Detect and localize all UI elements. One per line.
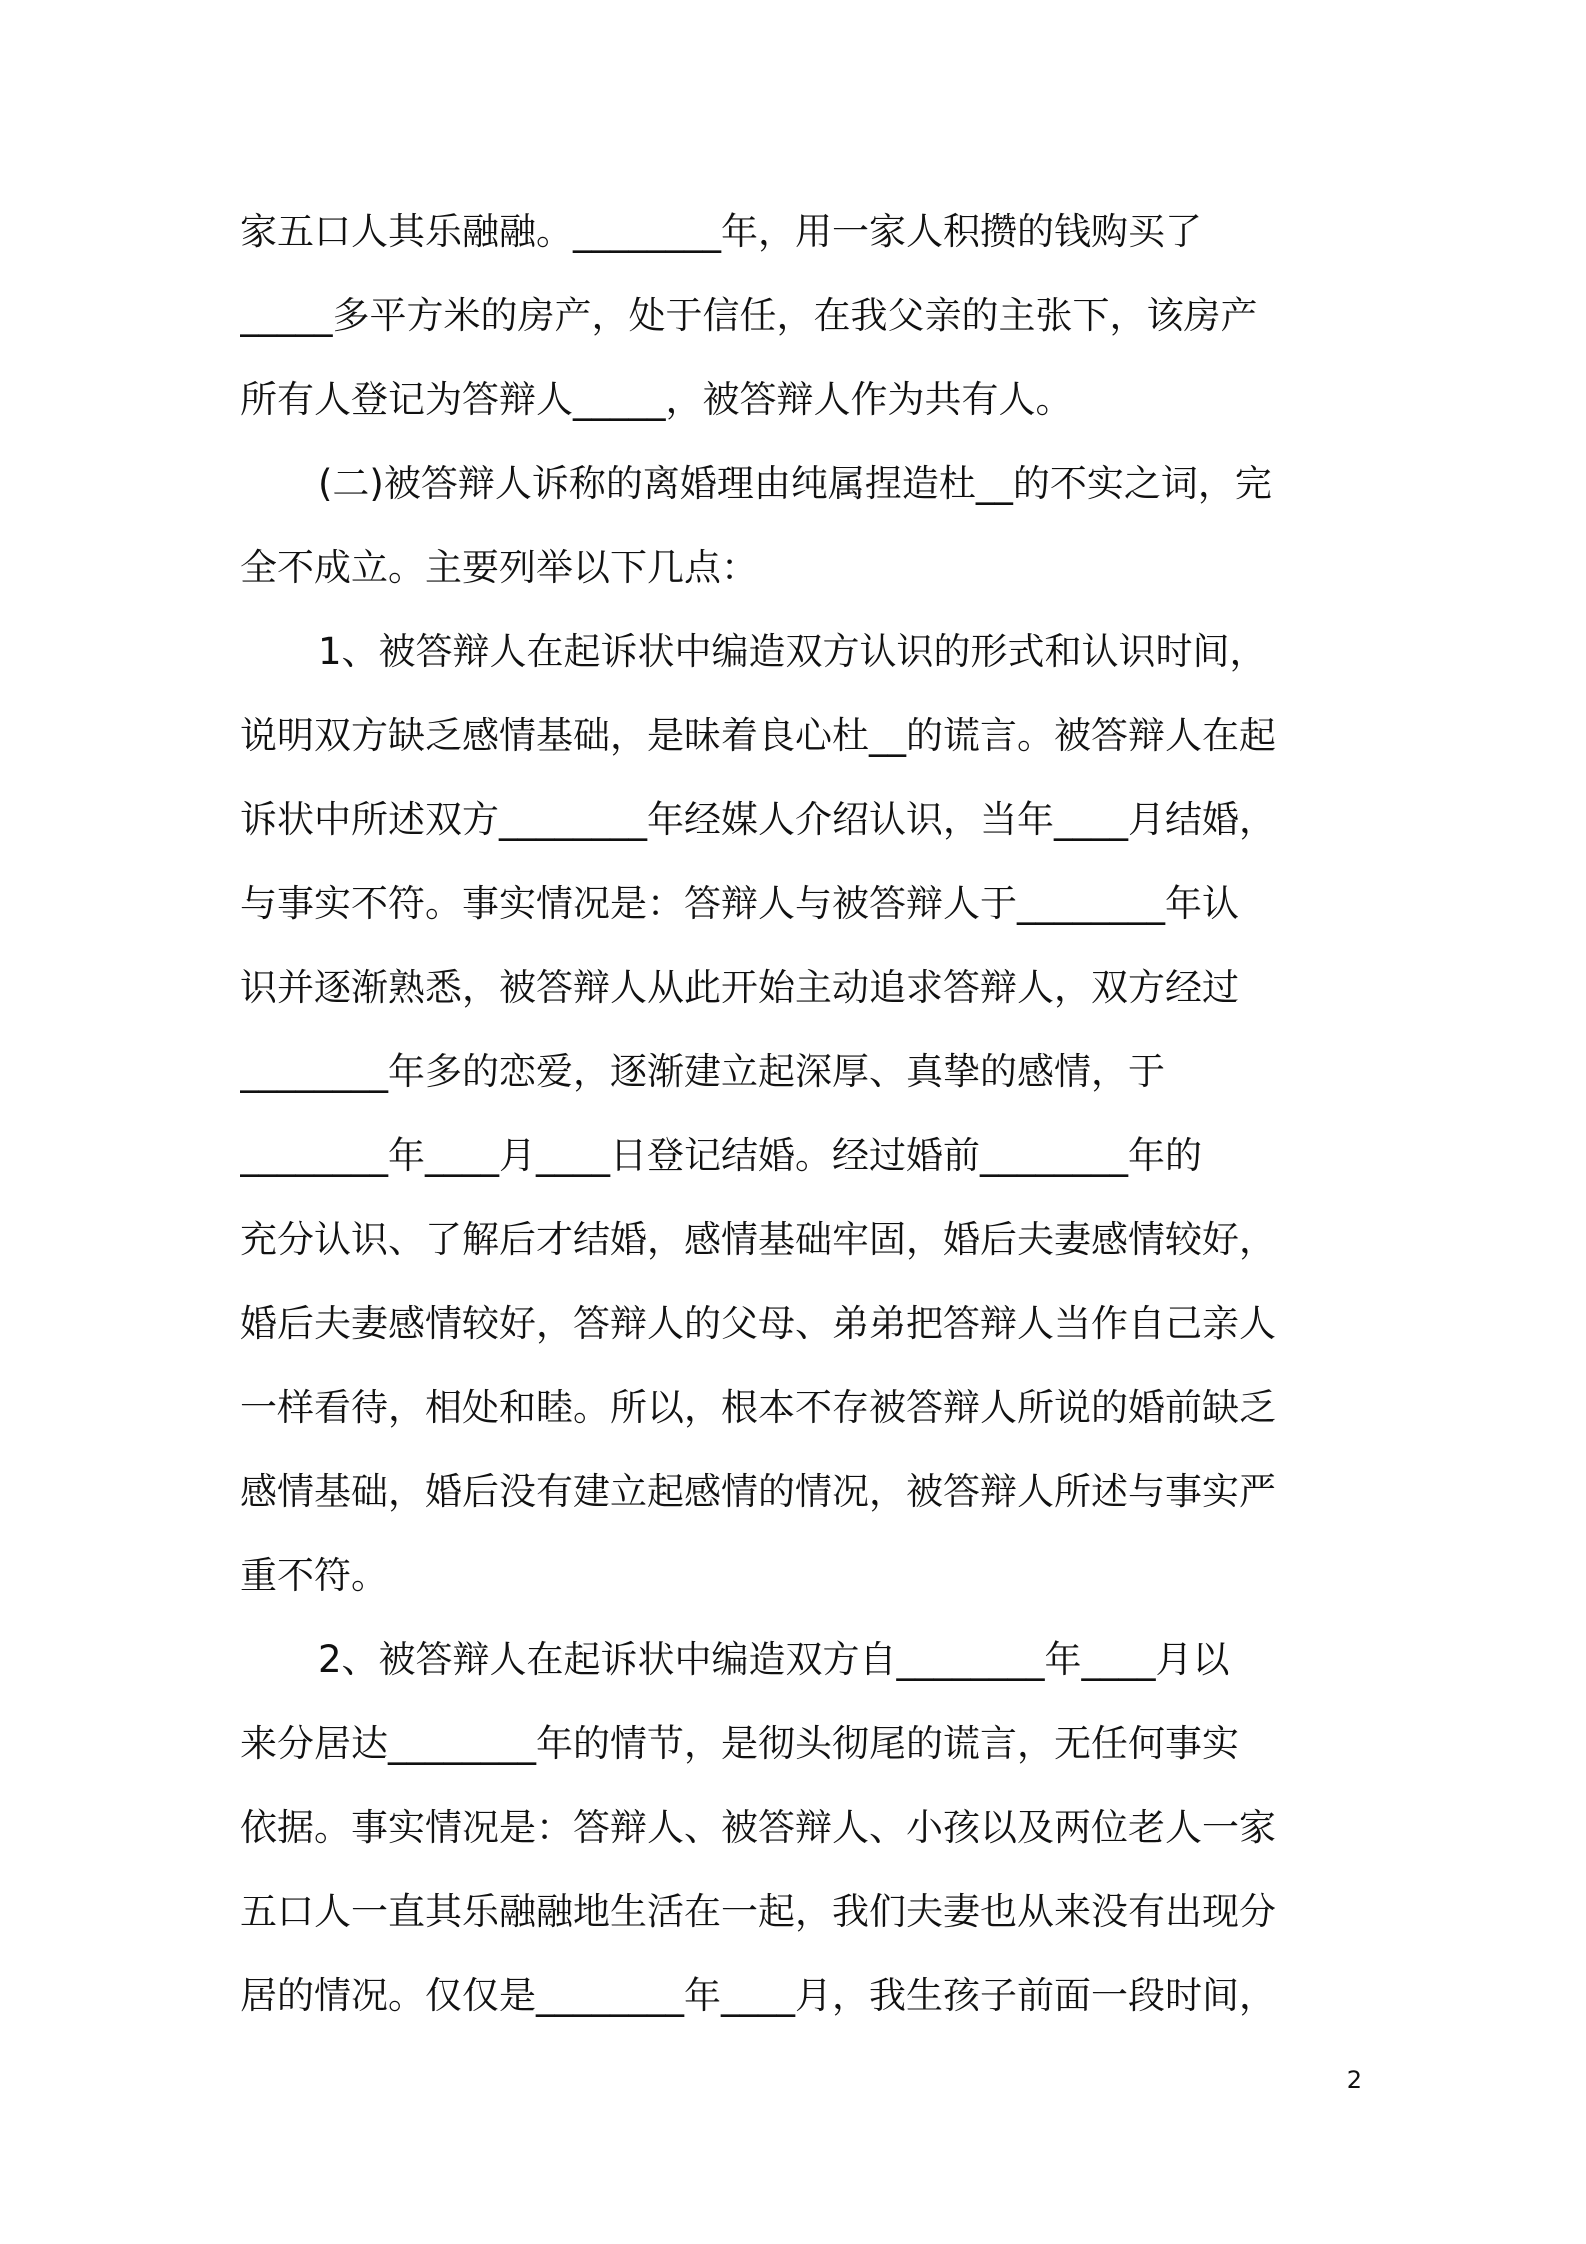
- text-line-13: 充分认识、了解后才结婚，感情基础牢固，婚后夫妻感情较好，: [240, 1218, 1276, 1261]
- text-line-6: 1、被答辩人在起诉状中编造双方认识的形式和认识时间，: [318, 630, 1267, 673]
- text-line-19: 来分居达________年的情节，是彻头彻尾的谎言，无任何事实: [240, 1722, 1239, 1765]
- text-line-4: (二)被答辩人诉称的离婚理由纯属捏造杜__的不实之词，完: [318, 462, 1272, 505]
- text-line-3: 所有人登记为答辩人_____，被答辩人作为共有人。: [240, 378, 1073, 421]
- document-body: [240, 190, 1352, 2038]
- text-line-16: 感情基础，婚后没有建立起感情的情况，被答辩人所述与事实严: [240, 1470, 1276, 1513]
- text-line-17: 重不符。: [240, 1554, 388, 1597]
- text-line-20: 依据。事实情况是：答辩人、被答辩人、小孩以及两位老人一家: [240, 1806, 1276, 1849]
- page-number: 2: [1346, 2066, 1362, 2094]
- text-line-18: 2、被答辩人在起诉状中编造双方自________年____月以: [318, 1638, 1230, 1681]
- text-line-2: _____多平方米的房产，处于信任，在我父亲的主张下，该房产: [240, 294, 1258, 337]
- text-line-11: ________年多的恋爱，逐渐建立起深厚、真挚的感情，于: [240, 1050, 1165, 1093]
- text-line-5: 全不成立。主要列举以下几点：: [240, 546, 758, 589]
- text-line-21: 五口人一直其乐融融地生活在一起，我们夫妻也从来没有出现分: [240, 1890, 1276, 1933]
- text-line-1: 家五口人其乐融融。________年，用一家人积攒的钱购买了: [240, 210, 1202, 253]
- text-line-22: 居的情况。仅仅是________年____月，我生孩子前面一段时间，: [240, 1974, 1276, 2017]
- text-line-15: 一样看待，相处和睦。所以，根本不存被答辩人所说的婚前缺乏: [240, 1386, 1276, 1429]
- text-line-12: ________年____月____日登记结婚。经过婚前________年的: [240, 1134, 1202, 1177]
- text-line-9: 与事实不符。事实情况是：答辩人与被答辩人于________年认: [240, 882, 1239, 925]
- text-line-10: 识并逐渐熟悉，被答辩人从此开始主动追求答辩人，双方经过: [240, 966, 1239, 1009]
- text-line-14: 婚后夫妻感情较好，答辩人的父母、弟弟把答辩人当作自己亲人: [240, 1302, 1276, 1345]
- text-line-8: 诉状中所述双方________年经媒人介绍认识，当年____月结婚，: [240, 798, 1276, 841]
- text-line-7: 说明双方缺乏感情基础，是昧着良心杜__的谎言。被答辩人在起: [240, 714, 1276, 757]
